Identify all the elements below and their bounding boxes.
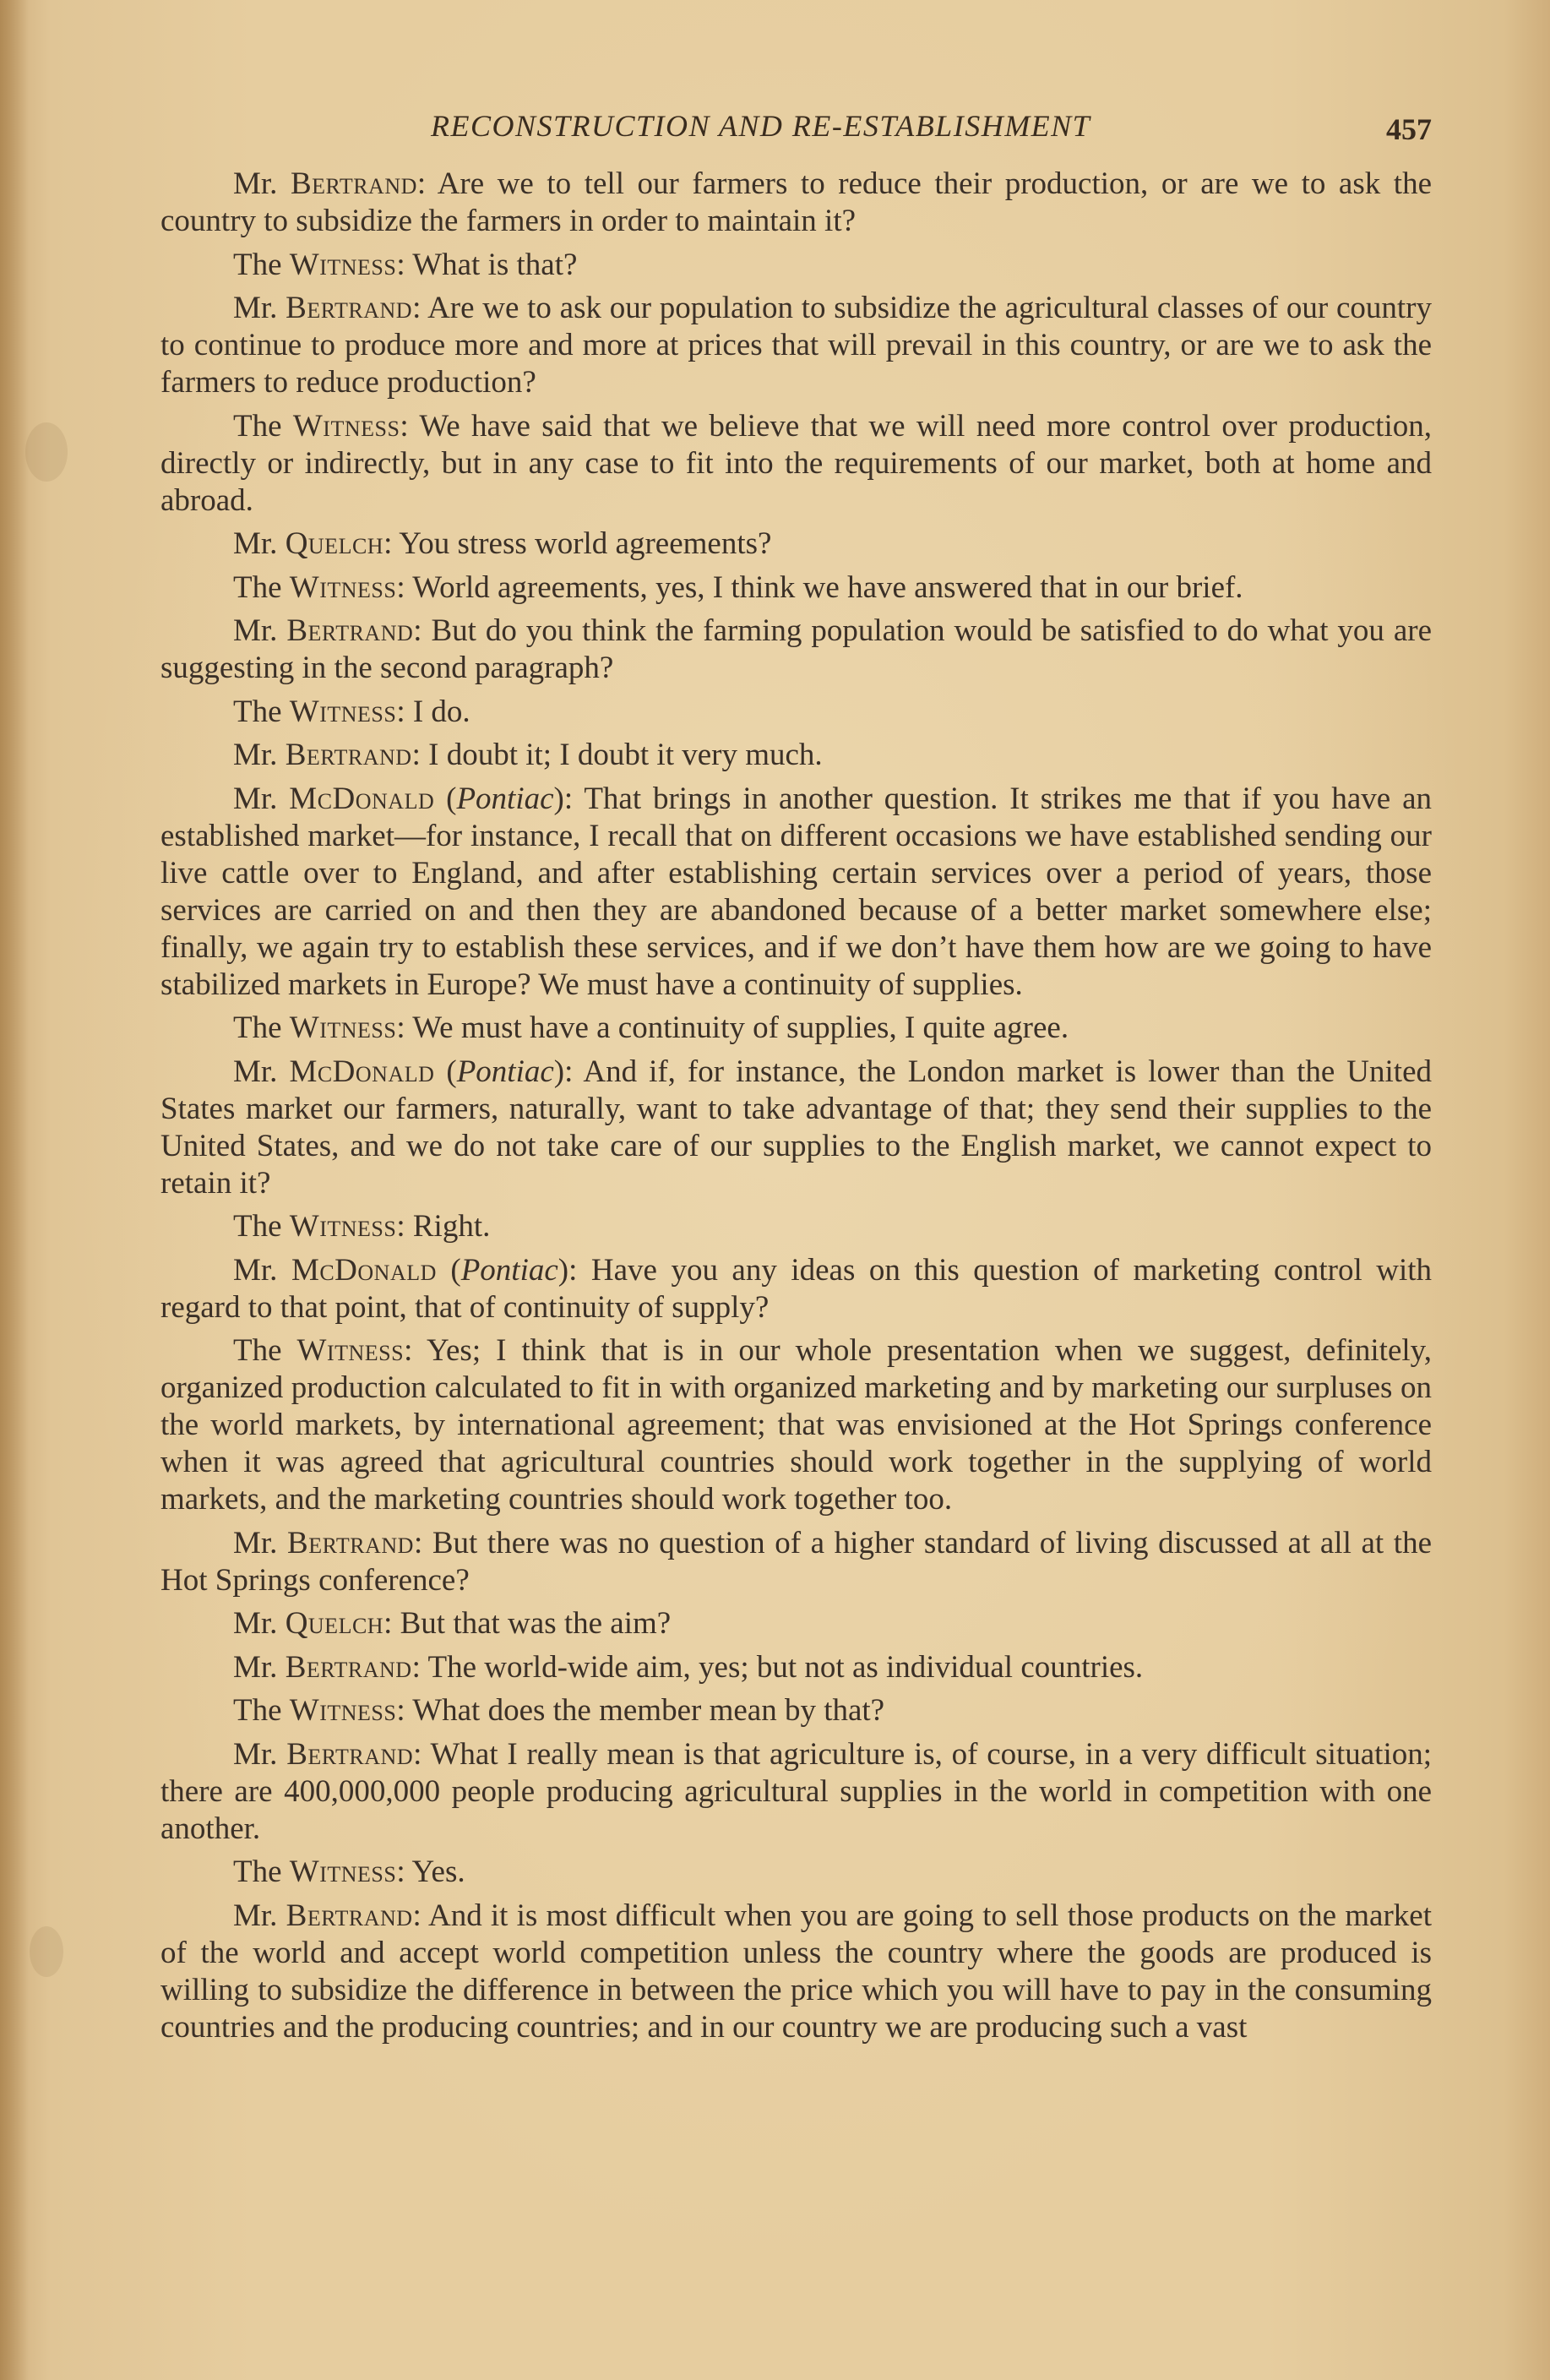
speaker-name: Witness (292, 408, 400, 444)
transcript-paragraph: The Witness: Right. (233, 1209, 491, 1244)
transcript-paragraph: The Witness: Yes. (233, 1854, 465, 1889)
page-number: 457 (1386, 112, 1432, 146)
speaker-name: Witness (289, 1854, 397, 1889)
speaker-title: Mr. (233, 1898, 278, 1933)
speech-text: World agreements, yes, I think we have answered that in our brief. (412, 569, 1243, 605)
speech-text: What is that? (412, 247, 578, 282)
speaker-name: McDonald (291, 1252, 437, 1288)
speech-text: Are we to ask our population to subsidize the agricultural classes of our country to continue to produce more and more at prices that will prevail in this country, or are we to ask the farmers to reduce production? (160, 291, 1432, 400)
speaker-title: Mr. (233, 166, 278, 201)
speaker-title: Mr. (233, 1649, 278, 1685)
speech-text: And it is most difficult when you are going to sell those products on the market of the world and accept world competition unless the country where the goods are produced is willing to subsidize the difference in between the price which you will have to pay in the consuming countries and the producing countries; and in our country we are producing such a vast (160, 1898, 1432, 2045)
speaker-title: The (233, 1010, 282, 1045)
speech-text: What does the member mean by that? (412, 1693, 885, 1728)
paper-stain (30, 1926, 63, 1977)
speaker-title: Mr. (233, 1606, 278, 1641)
speech-text: We must have a continuity of supplies, I quite agree. (412, 1010, 1069, 1045)
speech-text: But that was the aim? (400, 1606, 672, 1641)
speaker-name: McDonald (289, 1054, 435, 1089)
speaker-name: Witness (296, 1333, 405, 1368)
speaker-title: The (233, 1209, 282, 1244)
speaker-name: Quelch (285, 1606, 384, 1641)
speaker-name: Witness (289, 247, 397, 282)
speech-text: And if, for instance, the London market is lower than the United States market our farmers, naturally, want to take advantage of that; they send their supplies to the United States, and we do not take care of our supplies to the English market, we cannot expect to retain it? (160, 1054, 1433, 1201)
speaker-name: Bertrand (287, 1525, 414, 1560)
speaker-name: Witness (289, 1693, 397, 1728)
speech-text: I doubt it; I doubt it very much. (428, 738, 823, 772)
speaker-title: The (233, 694, 282, 729)
speaker-name: McDonald (289, 781, 435, 816)
speaker-name: Bertrand (286, 291, 413, 325)
transcript-paragraph: The Witness: World agreements, yes, I think we have answered that in our brief. (233, 569, 1243, 605)
speaker-title: Mr. (233, 1252, 278, 1288)
paper-stain (25, 422, 68, 482)
speaker-title: Mr. (233, 781, 278, 816)
speaker-name: Witness (289, 1209, 397, 1244)
speaker-title: The (233, 247, 282, 282)
running-title: RECONSTRUCTION AND RE-ESTABLISHMENT (431, 109, 1091, 143)
speaker-title: Mr. (233, 1525, 278, 1560)
transcript-paragraph: Mr. Quelch: But that was the aim? (233, 1606, 672, 1641)
speaker-riding: Pontiac (456, 1054, 554, 1089)
transcript-body (160, 166, 1432, 2052)
speaker-title: Mr. (233, 291, 278, 325)
speech-text: What I really mean is that agriculture is, of course, in a very difficult situation; there are 400,000,000 people producing agricultural supplies in the world in competition with one another. (160, 1736, 1433, 1846)
speech-text: I do. (412, 694, 470, 729)
transcript-paragraph: The Witness: We have said that we believe that we will need more control over production, directly or indirectly, but in any case to fit into the requirements of our market, both at home and abroad. (160, 408, 1432, 518)
speech-text: That brings in another question. It strikes me that if you have an established market—for instance, I recall that on different occasions we have established sending our live cattle over to England, and after establishing certain services over a period of years, those services are carried on and then they are abandoned because of a better market somewhere else; finally, we again try to establish these services, and if we don’t have them how are we going to have stabilized markets in Europe? We must have a continuity of supplies. (160, 781, 1433, 1002)
transcript-paragraph: Mr. Bertrand: The world-wide aim, yes; but not as individual countries. (233, 1649, 1144, 1685)
speaker-riding: Pontiac (456, 781, 554, 816)
speech-text: Right. (412, 1209, 491, 1244)
speech-text: But do you think the farming population would be satisfied to do what you are suggesting in the second paragraph? (160, 613, 1433, 685)
transcript-paragraph: The Witness: We must have a continuity of supplies, I quite agree. (233, 1010, 1069, 1045)
transcript-paragraph: The Witness: Yes; I think that is in our whole presentation when we suggest, definitely, organized production calculated to fit in with organized marketing and by marketing our surpluses on the world markets, by international agreement; that was envisioned at the Hot Springs conference when it was agreed that agricultural countries should work together in the supplying of world markets, and the marketing countries should work together too. (160, 1333, 1433, 1517)
transcript-paragraph: Mr. Bertrand: And it is most difficult when you are going to sell those products on the market of the world and accept world competition unless the country where the goods are produced is willing to subsidize the difference in between the price which you will have to pay in the consuming countries and the producing countries; and in our country we are producing such a vast (160, 1898, 1432, 2045)
speech-text: Have you any ideas on this question of marketing control with regard to that point, that of continuity of supply? (160, 1252, 1433, 1325)
transcript-paragraph: Mr. Quelch: You stress world agreements? (233, 526, 772, 561)
transcript-paragraph: The Witness: I do. (233, 694, 470, 729)
transcript-paragraph: Mr. McDonald (Pontiac): And if, for instance, the London market is lower than the United States market our farmers, naturally, want to take advantage of that; they send their supplies to the United States, and we do not take care of our supplies to the English market, we cannot expect to retain it? (160, 1054, 1433, 1201)
speaker-title: The (233, 569, 282, 605)
transcript-paragraph: The Witness: What does the member mean by that? (233, 1693, 885, 1728)
page-header (165, 108, 1432, 150)
speaker-title: Mr. (233, 738, 278, 772)
speaker-title: The (233, 408, 282, 444)
speaker-title: Mr. (233, 1054, 278, 1089)
transcript-paragraph: Mr. Bertrand: But do you think the farming population would be satisfied to do what you are suggesting in the second paragraph? (160, 613, 1433, 685)
speech-text: The world-wide aim, yes; but not as individual countries. (427, 1649, 1144, 1685)
transcript-paragraph: Mr. Bertrand: Are we to ask our population to subsidize the agricultural classes of our country to continue to produce more and more at prices that will prevail in this country, or are we to ask the farmers to reduce production? (160, 291, 1432, 400)
speaker-name: Bertrand (285, 738, 412, 772)
speaker-name: Witness (289, 694, 397, 729)
speaker-name: Bertrand (285, 1649, 412, 1685)
speech-text: You stress world agreements? (399, 526, 772, 561)
speaker-title: The (233, 1333, 282, 1368)
transcript-paragraph: Mr. Bertrand: I doubt it; I doubt it very much. (233, 738, 823, 772)
speaker-name: Bertrand (290, 166, 417, 201)
speaker-title: The (233, 1693, 282, 1728)
transcript-paragraph: The Witness: What is that? (233, 247, 578, 282)
speaker-riding: Pontiac (460, 1252, 558, 1288)
speech-text: We have said that we believe that we will need more control over production, directly or indirectly, but in any case to fit into the requirements of our market, both at home and abroad. (160, 408, 1432, 518)
speech-text: Yes. (411, 1854, 465, 1889)
transcript-paragraph: Mr. Bertrand: But there was no question of a higher standard of living discussed at all at the Hot Springs conference? (160, 1525, 1432, 1598)
speaker-title: Mr. (233, 526, 278, 561)
speech-text: Are we to tell our farmers to reduce their production, or are we to ask the country to subsidize the farmers in order to maintain it? (160, 166, 1432, 238)
speaker-name: Bertrand (286, 1898, 413, 1933)
speech-text: Yes; I think that is in our whole presentation when we suggest, definitely, organized production calculated to fit in with organized marketing and by marketing our surpluses on the world markets, by international agreement; that was envisioned at the Hot Springs conference when it was agreed that agricultural countries should work together in the supplying of world markets, and the marketing countries should work together too. (160, 1333, 1433, 1517)
speech-text: But there was no question of a higher standard of living discussed at all at the Hot Springs conference? (160, 1525, 1432, 1598)
transcript-paragraph: Mr. Bertrand: Are we to tell our farmers to reduce their production, or are we to ask the country to subsidize the farmers in order to maintain it? (160, 166, 1432, 238)
transcript-paragraph: Mr. McDonald (Pontiac): Have you any ideas on this question of marketing control with regard to that point, that of continuity of supply? (160, 1252, 1433, 1325)
speaker-title: The (233, 1854, 282, 1889)
speaker-title: Mr. (233, 613, 278, 648)
speaker-name: Quelch (285, 526, 384, 561)
speaker-name: Witness (289, 569, 397, 605)
transcript-paragraph: Mr. McDonald (Pontiac): That brings in another question. It strikes me that if you have an established market—for instance, I recall that on different occasions we have established sending our live cattle over to England, and after establishing certain services over a period of years, those services are carried on and then they are abandoned because of a better market somewhere else; finally, we again try to establish these services, and if we don’t have them how are we going to have stabilized markets in Europe? We must have a continuity of supplies. (160, 781, 1433, 1002)
transcript-paragraph: Mr. Bertrand: What I really mean is that agriculture is, of course, in a very difficult situation; there are 400,000,000 people producing agricultural supplies in the world in competition with one another. (160, 1736, 1433, 1846)
speaker-title: Mr. (233, 1736, 278, 1772)
speaker-name: Bertrand (286, 1736, 414, 1772)
speaker-name: Bertrand (286, 613, 414, 648)
page-edge-shadow (0, 0, 29, 2380)
speaker-name: Witness (289, 1010, 397, 1045)
